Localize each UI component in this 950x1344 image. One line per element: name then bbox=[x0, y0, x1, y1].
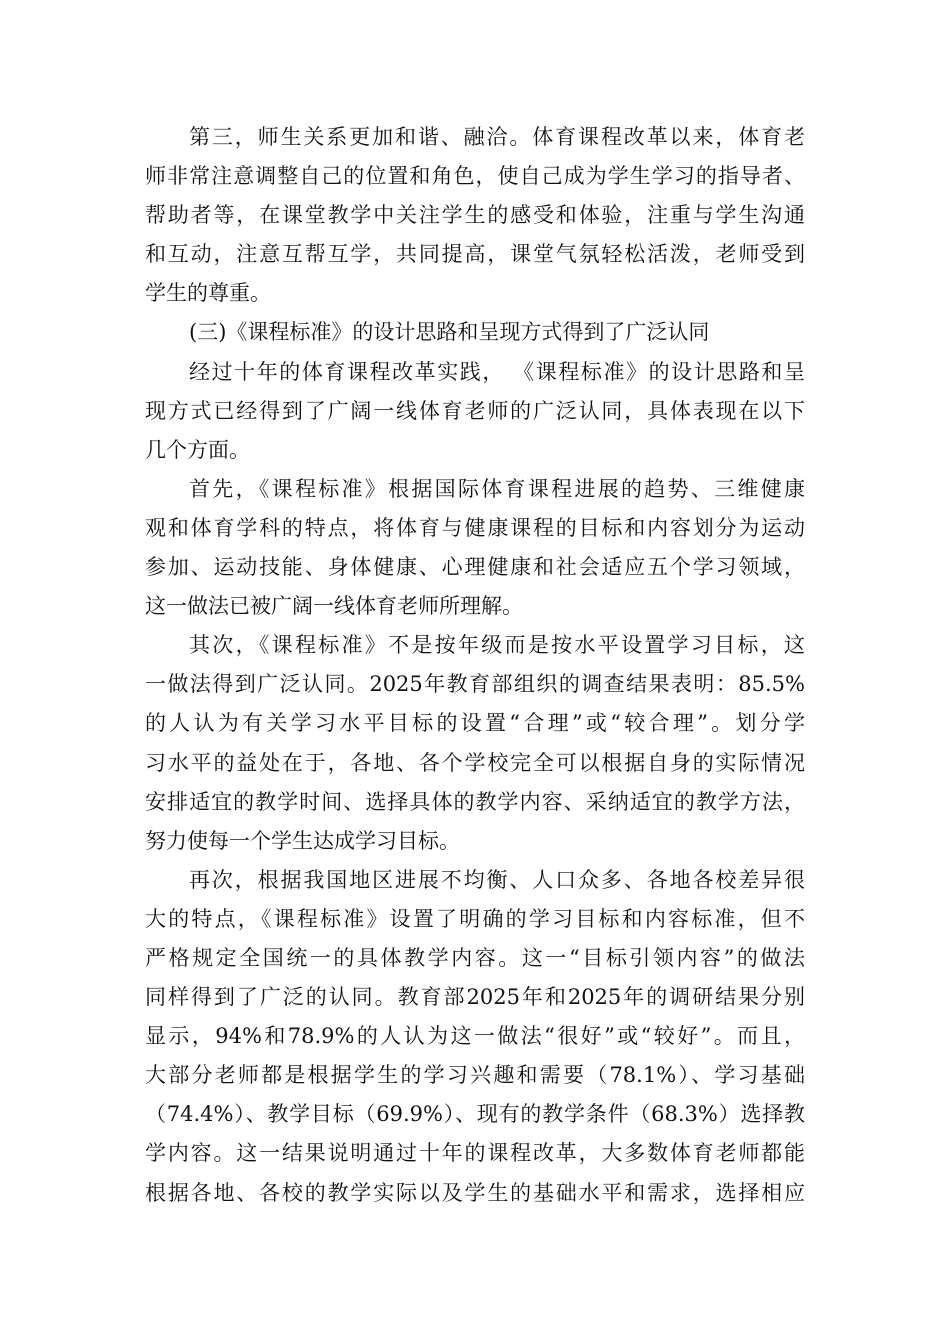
paragraph-line: 努力使每一个学生达成学习目标。 bbox=[145, 828, 460, 853]
paragraph-line: 几个方面。 bbox=[145, 437, 250, 462]
paragraph-line: 的人认为有关学习水平目标的设置“合理”或“较合理”。划分学 bbox=[145, 711, 805, 736]
paragraph-line: 参加、运动技能、身体健康、心理健康和社会适应五个学习领域， bbox=[145, 555, 805, 580]
paragraph-line: 第三，师生关系更加和谐、融洽。体育课程改革以来，体育老 bbox=[189, 125, 805, 149]
body-text bbox=[145, 118, 805, 1213]
paragraph-line: 大的特点，《课程标准》设置了明确的学习目标和内容标准，但不 bbox=[145, 906, 805, 931]
paragraph-line: 再次，根据我国地区进展不均衡、人口众多、各地各校差异很 bbox=[189, 867, 805, 892]
paragraph-line: 现方式已经得到了广阔一线体育老师的广泛认同，具体表现在以下 bbox=[145, 398, 805, 423]
paragraph-line: 同样得到了广泛的认同。教育部2025年和2025年的调研结果分别 bbox=[145, 985, 805, 1010]
paragraph-line: 首先，《课程标准》根据国际体育课程进展的趋势、三维健康 bbox=[189, 476, 805, 501]
paragraph-line: 经过十年的体育课程改革实践， 《课程标准》的设计思路和呈 bbox=[189, 359, 805, 384]
paragraph-line: 学生的尊重。 bbox=[145, 281, 271, 306]
section-heading: (三)《课程标准》的设计思路和呈现方式得到了广泛认同 bbox=[189, 320, 710, 345]
paragraph-line: 一做法得到广泛认同。2025年教育部组织的调查结果表明：85.5% bbox=[145, 672, 805, 697]
paragraph-line: 严格规定全国统一的具体教学内容。这一“目标引领内容”的做法 bbox=[145, 945, 805, 970]
paragraph-line: 观和体育学科的特点，将体育与健康课程的目标和内容划分为运动 bbox=[145, 515, 805, 540]
paragraph-line: 安排适宜的教学时间、选择具体的教学内容、采纳适宜的教学方法， bbox=[145, 789, 805, 814]
paragraph-line: 根据各地、各校的教学实际以及学生的基础水平和需求，选择相应 bbox=[145, 1180, 805, 1205]
paragraph-line: 显示，94%和78.9%的人认为这一做法“很好”或“较好”。而且， bbox=[145, 1024, 805, 1049]
paragraph-line: 帮助者等，在课堂教学中关注学生的感受和体验，注重与学生沟通 bbox=[145, 203, 805, 228]
paragraph-line: 和互动，注意互帮互学，共同提高，课堂气氛轻松活泼，老师受到 bbox=[145, 242, 805, 267]
paragraph-line: 学内容。这一结果说明通过十年的课程改革，大多数体育老师都能 bbox=[145, 1141, 805, 1166]
paragraph-line: 其次，《课程标准》不是按年级而是按水平设置学习目标，这 bbox=[189, 633, 805, 658]
paragraph-line: 这一做法已被广阔一线体育老师所理解。 bbox=[145, 594, 523, 619]
paragraph-line: 大部分老师都是根据学生的学习兴趣和需要（78.1%）、学习基础 bbox=[145, 1063, 805, 1088]
paragraph-line: 师非常注意调整自己的位置和角色，使自己成为学生学习的指导者、 bbox=[145, 164, 805, 189]
paragraph-line: （74.4%）、教学目标（69.9%）、现有的教学条件（68.3%）选择教 bbox=[145, 1102, 805, 1127]
paragraph-line: 习水平的益处在于，各地、各个学校完全可以根据自身的实际情况 bbox=[145, 750, 805, 775]
